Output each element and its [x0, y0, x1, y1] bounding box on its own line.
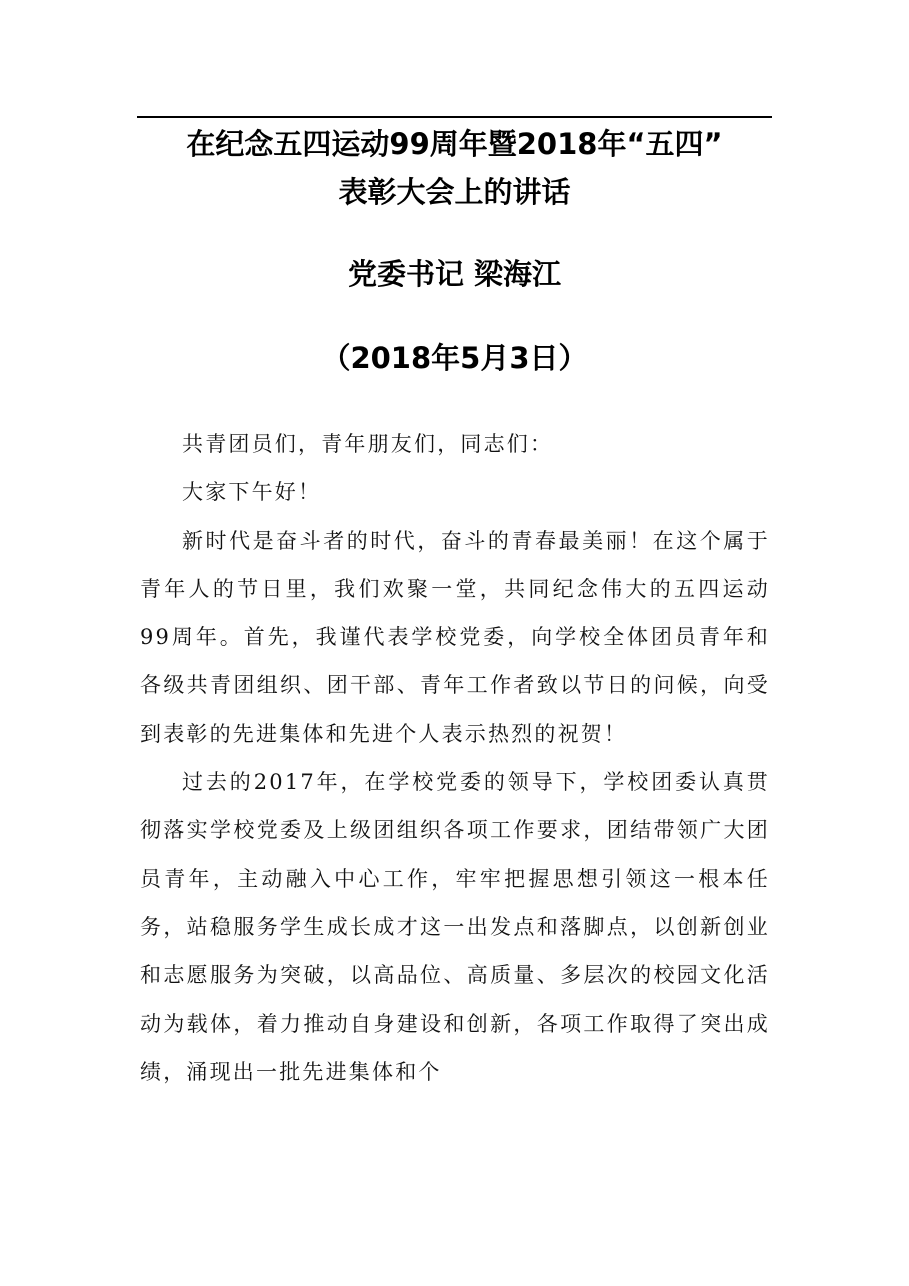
body-paragraph-2: 过去的2017年，在学校党委的领导下，学校团委认真贯彻落实学校党委及上级团组织各项工作要求，团结带领广大团员青年，主动融入中心工作，牢牢把握思想引领这一根本任务，站稳服务学生成长成才这一出发点和落脚点，以创新创业和志愿服务为突破，以高品位、高质量、多层次的校园文化活动为载体，着力推动自身建设和创新，各项工作取得了突出成绩，涌现出一批先进集体和个 — [140, 770, 770, 1084]
document-author: 党委书记 梁海江 — [347, 257, 562, 291]
top-rule-divider — [137, 116, 772, 118]
opening-paragraph: 大家下午好！ — [182, 480, 322, 505]
greeting-paragraph: 共青团员们，青年朋友们，同志们： — [182, 432, 554, 456]
document-body — [140, 420, 770, 1096]
document-title-line-1: 在纪念五四运动99周年暨2018年“五四” — [186, 127, 723, 161]
document-date: （2018年5月3日） — [321, 341, 588, 375]
body-paragraph-1: 新时代是奋斗者的时代，奋斗的青春最美丽！在这个属于青年人的节日里，我们欢聚一堂，共同纪念伟大的五四运动99周年。首先，我谨代表学校党委，向学校全体团员青年和各级共青团组织、团干部、青年工作者致以节日的问候，向受到表彰的先进集体和先进个人表示热烈的祝贺！ — [140, 528, 770, 746]
document-title-line-2: 表彰大会上的讲话 — [338, 175, 571, 209]
